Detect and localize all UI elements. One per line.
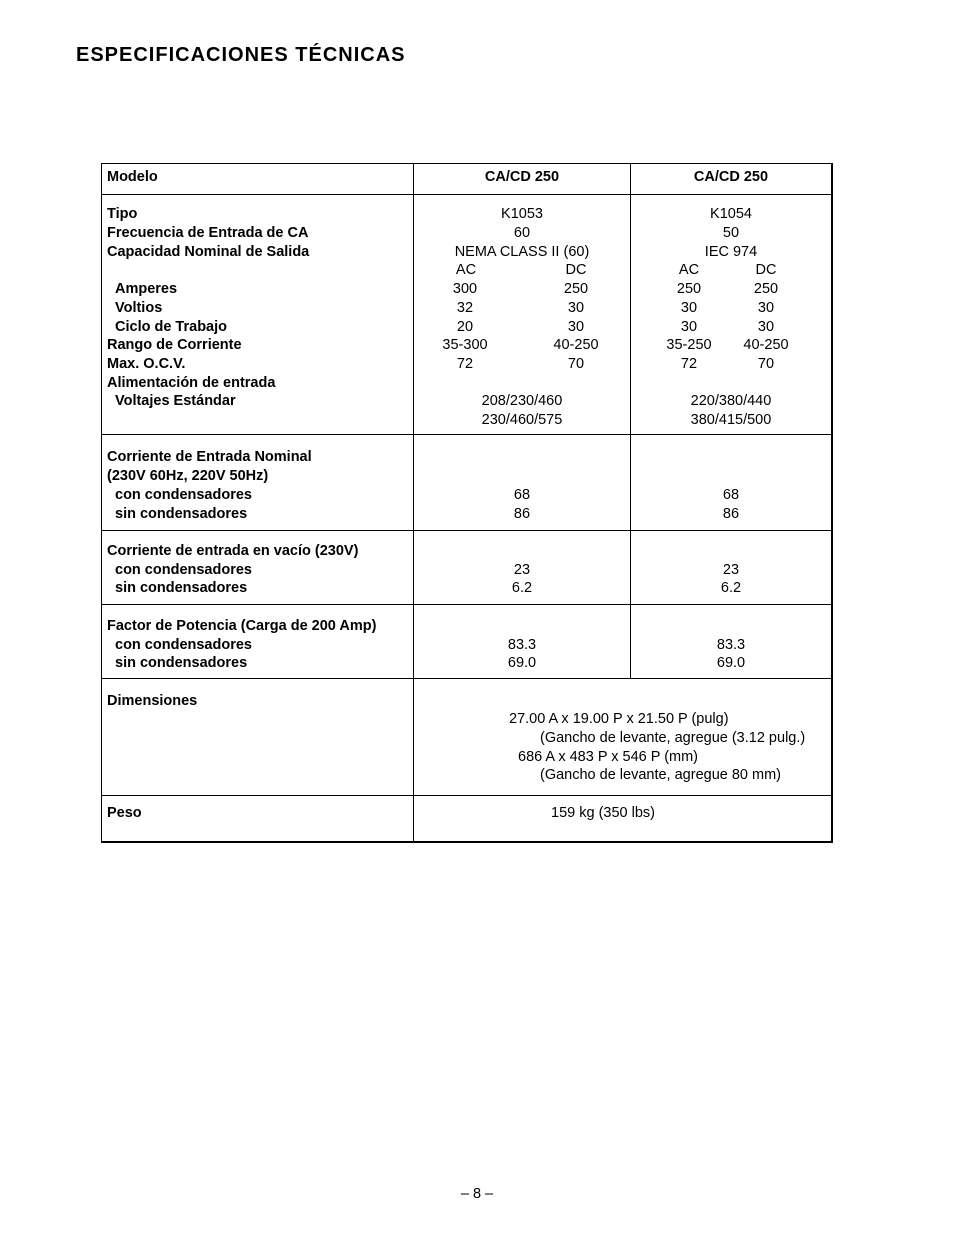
dimensiones-mm: 686 A x 483 P x 546 P (mm) (518, 749, 699, 765)
col2-factor-sin: 69.0 (716, 655, 746, 671)
label-sin-condensadores: sin condensadores (115, 506, 248, 522)
row-divider (102, 530, 831, 531)
label-con-condensadores: con condensadores (115, 487, 252, 503)
row-divider (102, 194, 831, 195)
col1-amperes-ac: 300 (452, 281, 478, 297)
col1-voltajes-2: 230/460/575 (481, 412, 563, 428)
row-divider (102, 434, 831, 435)
col2-capacidad: IEC 974 (704, 244, 758, 260)
peso-value: 159 kg (350 lbs) (551, 805, 655, 821)
row-divider (102, 678, 831, 679)
col1-factor-sin: 69.0 (507, 655, 537, 671)
col2-dc-header: DC (755, 262, 777, 278)
dimensiones-inches-note: (Gancho de levante, agregue (3.12 pulg.) (540, 730, 806, 746)
row-divider (102, 604, 831, 605)
label-corriente-nominal-conditions: (230V 60Hz, 220V 50Hz) (107, 468, 269, 484)
label-amperes: Amperes (115, 281, 178, 297)
col2-voltios-ac: 30 (680, 300, 698, 316)
col2-frecuencia: 50 (722, 225, 740, 241)
col2-rango-ac: 35-250 (666, 337, 712, 353)
specifications-table (101, 163, 833, 843)
label-ocv: Max. O.C.V. (107, 356, 186, 372)
col2-ciclo-ac: 30 (680, 319, 698, 335)
col1-ciclo-dc: 30 (567, 319, 585, 335)
col2-tipo: K1054 (710, 206, 752, 222)
col1-dc-header: DC (565, 262, 587, 278)
col1-rango-ac: 35-300 (442, 337, 488, 353)
col1-vacio-con: 23 (513, 562, 531, 578)
col1-ac-header: AC (455, 262, 477, 278)
label-alimentacion: Alimentación de entrada (107, 375, 276, 391)
label-frecuencia: Frecuencia de Entrada de CA (107, 225, 309, 241)
col2-voltajes-1: 220/380/440 (690, 393, 772, 409)
col2-voltios-dc: 30 (757, 300, 775, 316)
header-col2: CA/CD 250 (693, 169, 769, 185)
label-sin-condensadores: sin condensadores (115, 580, 248, 596)
col2-nominal-sin: 86 (722, 506, 740, 522)
label-corriente-vacio: Corriente de entrada en vacío (230V) (107, 543, 359, 559)
col2-ciclo-dc: 30 (757, 319, 775, 335)
col2-nominal-con: 68 (722, 487, 740, 503)
label-voltios: Voltios (115, 300, 163, 316)
col1-factor-con: 83.3 (507, 637, 537, 653)
label-dimensiones: Dimensiones (107, 693, 198, 709)
label-capacidad: Capacidad Nominal de Salida (107, 244, 310, 260)
row-divider (102, 795, 831, 796)
col1-tipo: K1053 (501, 206, 543, 222)
col1-nominal-con: 68 (513, 487, 531, 503)
col2-vacio-con: 23 (722, 562, 740, 578)
dimensiones-mm-note: (Gancho de levante, agregue 80 mm) (540, 767, 781, 783)
dimensiones-inches: 27.00 A x 19.00 P x 21.50 P (pulg) (509, 711, 729, 727)
header-col1: CA/CD 250 (484, 169, 560, 185)
col2-ocv-ac: 72 (680, 356, 698, 372)
col1-ciclo-ac: 20 (456, 319, 474, 335)
label-factor-potencia: Factor de Potencia (Carga de 200 Amp) (107, 618, 377, 634)
header-model-label: Modelo (107, 169, 158, 185)
col1-voltios-dc: 30 (567, 300, 585, 316)
col1-rango-dc: 40-250 (553, 337, 599, 353)
col2-ac-header: AC (678, 262, 700, 278)
label-con-condensadores: con condensadores (115, 562, 252, 578)
page-title: ESPECIFICACIONES TÉCNICAS (76, 44, 406, 66)
col2-ocv-dc: 70 (757, 356, 775, 372)
label-ciclo: Ciclo de Trabajo (115, 319, 227, 335)
col2-factor-con: 83.3 (716, 637, 746, 653)
col2-vacio-sin: 6.2 (720, 580, 742, 596)
col1-nominal-sin: 86 (513, 506, 531, 522)
label-rango: Rango de Corriente (107, 337, 242, 353)
col2-rango-dc: 40-250 (743, 337, 789, 353)
col1-ocv-dc: 70 (567, 356, 585, 372)
col1-vacio-sin: 6.2 (511, 580, 533, 596)
col1-frecuencia: 60 (513, 225, 531, 241)
label-con-condensadores: con condensadores (115, 637, 252, 653)
col2-amperes-ac: 250 (676, 281, 702, 297)
label-tipo: Tipo (107, 206, 138, 222)
label-peso: Peso (107, 805, 142, 821)
page-number: – 8 – (460, 1186, 494, 1202)
label-voltajes: Voltajes Estándar (115, 393, 236, 409)
col2-amperes-dc: 250 (753, 281, 779, 297)
col1-capacidad: NEMA CLASS II (60) (454, 244, 590, 260)
col2-voltajes-2: 380/415/500 (690, 412, 772, 428)
col1-voltajes-1: 208/230/460 (481, 393, 563, 409)
col1-ocv-ac: 72 (456, 356, 474, 372)
col1-amperes-dc: 250 (563, 281, 589, 297)
label-sin-condensadores: sin condensadores (115, 655, 248, 671)
col1-voltios-ac: 32 (456, 300, 474, 316)
label-corriente-nominal: Corriente de Entrada Nominal (107, 449, 312, 465)
